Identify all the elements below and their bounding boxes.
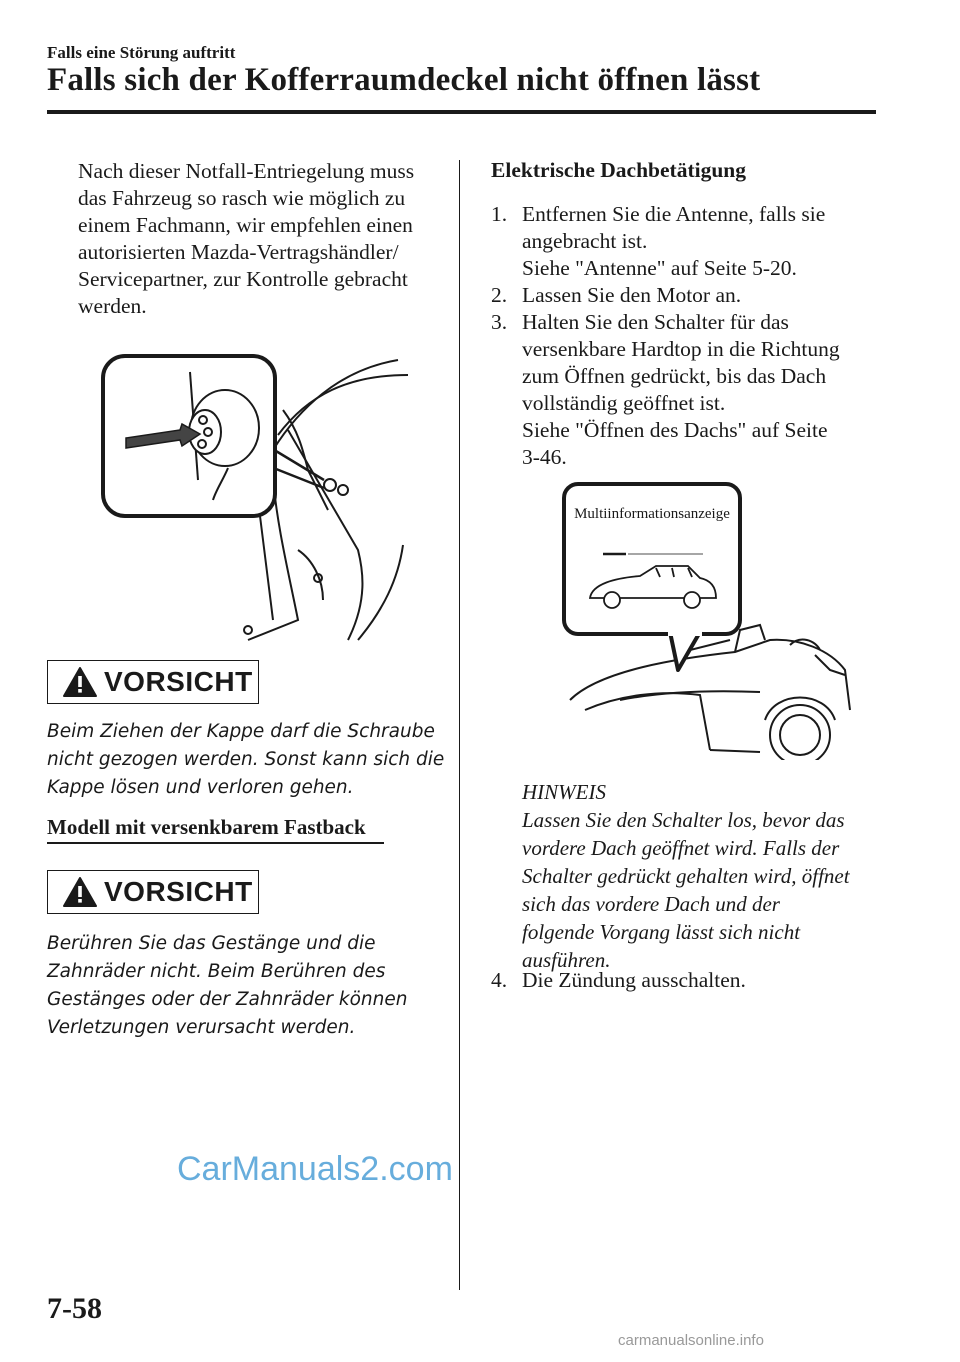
watermark: CarManuals2.com xyxy=(177,1150,453,1188)
caution-box xyxy=(47,660,259,704)
footer-watermark: carmanualsonline.info xyxy=(618,1332,764,1349)
warning-icon xyxy=(62,666,98,698)
note: HINWEIS Lassen Sie den Schalter los, bevor das vordere Dach geöffnet wird. Falls der Schalter gedrückt gehalten wird, öffnet sich das vordere Dach und der folgende Vorgang lässt sich nicht ausführen. xyxy=(522,780,850,972)
page-title: Falls sich der Kofferraumdeckel nicht öffnen lässt xyxy=(47,62,761,98)
caution-text: Berühren Sie das Gestänge und die Zahnräder nicht. Beim Berühren des Gestänges oder der Zahnräder können Verletzungen verursacht werden. xyxy=(47,933,408,1038)
display-label: Multiinformationsanzeige xyxy=(574,506,730,522)
step-list xyxy=(491,201,891,471)
list-item: 3. Halten Sie den Schalter für das versenkbare Hardtop in die Richtung zum Öffnen gedrückt, bis das Dach vollständig geöffnet ist. Siehe "Öffnen des Dachs" auf Seite 3-46. xyxy=(491,310,840,469)
roof-operation-illustration xyxy=(560,480,860,760)
note-title: HINWEIS xyxy=(522,780,606,804)
trunk-release-illustration xyxy=(98,350,418,650)
column-divider xyxy=(459,160,460,1290)
section-label: Falls eine Störung auftritt xyxy=(47,43,236,62)
caution-text: Beim Ziehen der Kappe darf die Schraube nicht gezogen werden. Sonst kann sich die Kappe lösen und verloren gehen. xyxy=(47,721,445,798)
warning-icon xyxy=(62,876,98,908)
section-heading: Elektrische Dachbetätigung xyxy=(491,158,747,182)
subheading-rule xyxy=(47,842,384,844)
list-item: 4. Die Zündung ausschalten. xyxy=(491,968,746,992)
caution-box xyxy=(47,870,259,914)
list-item: 2. Lassen Sie den Motor an. xyxy=(491,283,742,307)
page-number: 7-58 xyxy=(47,1292,102,1325)
list-item: 1. Entfernen Sie die Antenne, falls sie angebracht ist. Siehe "Antenne" auf Seite 5-20. xyxy=(491,202,826,280)
intro-paragraph: Nach dieser Notfall-Entriegelung muss das Fahrzeug so rasch wie möglich zu einem Fachmann, wir empfehlen einen autorisierten Mazda-Vertragshändler/ Servicepartner, zur Kontrolle gebracht werden. xyxy=(78,159,415,318)
subheading: Modell mit versenkbarem Fastback xyxy=(47,815,366,839)
title-rule xyxy=(47,110,876,114)
caution-label: VORSICHT xyxy=(104,876,253,907)
caution-label: VORSICHT xyxy=(104,666,253,697)
